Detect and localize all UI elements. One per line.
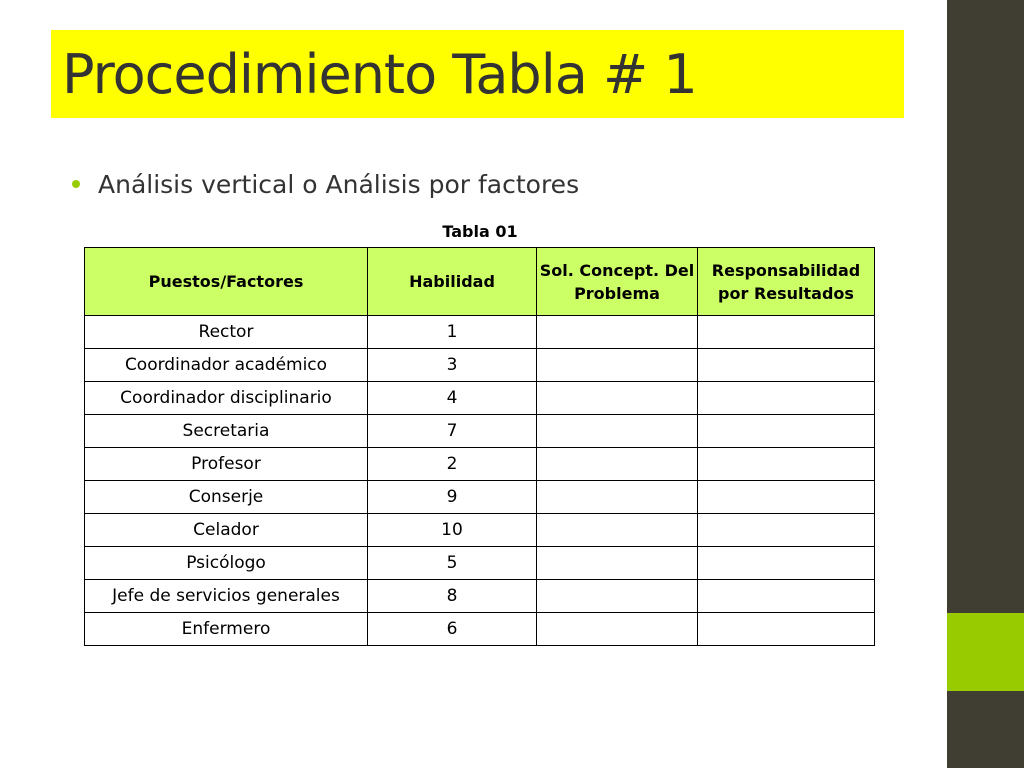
cell-puesto: Conserje (85, 481, 368, 514)
cell-responsabilidad (698, 514, 875, 547)
cell-habilidad: 3 (368, 349, 537, 382)
cell-habilidad: 4 (368, 382, 537, 415)
cell-responsabilidad (698, 382, 875, 415)
cell-puesto: Coordinador disciplinario (85, 382, 368, 415)
cell-habilidad: 1 (368, 316, 537, 349)
table-caption: Tabla 01 (442, 222, 518, 241)
table-row (85, 613, 875, 646)
cell-sol-concept (537, 448, 698, 481)
cell-responsabilidad (698, 580, 875, 613)
cell-responsabilidad (698, 349, 875, 382)
cell-habilidad: 7 (368, 415, 537, 448)
cell-puesto: Enfermero (85, 613, 368, 646)
table-row (85, 448, 875, 481)
table-row (85, 514, 875, 547)
cell-responsabilidad (698, 448, 875, 481)
table-header-row (85, 248, 875, 316)
bullet-text: Análisis vertical o Análisis por factores (98, 169, 580, 199)
cell-puesto: Profesor (85, 448, 368, 481)
cell-responsabilidad (698, 316, 875, 349)
slide-title: Procedimiento Tabla # 1 (62, 43, 697, 106)
cell-responsabilidad (698, 547, 875, 580)
cell-sol-concept (537, 547, 698, 580)
factors-table (84, 247, 875, 646)
cell-habilidad: 2 (368, 448, 537, 481)
table-row (85, 349, 875, 382)
cell-habilidad: 5 (368, 547, 537, 580)
cell-puesto: Coordinador académico (85, 349, 368, 382)
header-puestos: Puestos/Factores (85, 248, 368, 316)
table-row (85, 580, 875, 613)
cell-puesto: Jefe de servicios generales (85, 580, 368, 613)
cell-sol-concept (537, 580, 698, 613)
table-row (85, 547, 875, 580)
cell-sol-concept (537, 349, 698, 382)
cell-sol-concept (537, 415, 698, 448)
cell-habilidad: 9 (368, 481, 537, 514)
cell-sol-concept (537, 514, 698, 547)
cell-sol-concept (537, 481, 698, 514)
table-row (85, 316, 875, 349)
cell-responsabilidad (698, 415, 875, 448)
cell-puesto: Celador (85, 514, 368, 547)
header-sol-concept: Sol. Concept. Del Problema (537, 248, 698, 316)
cell-puesto: Secretaria (85, 415, 368, 448)
header-responsabilidad: Responsabilidad por Resultados (698, 248, 875, 316)
table-row (85, 382, 875, 415)
cell-responsabilidad (698, 481, 875, 514)
bullet-item (72, 166, 579, 202)
cell-puesto: Psicólogo (85, 547, 368, 580)
table-row (85, 481, 875, 514)
cell-sol-concept (537, 613, 698, 646)
cell-habilidad: 6 (368, 613, 537, 646)
side-accent-block (947, 613, 1024, 691)
cell-puesto: Rector (85, 316, 368, 349)
cell-habilidad: 8 (368, 580, 537, 613)
table-row (85, 415, 875, 448)
header-habilidad: Habilidad (368, 248, 537, 316)
cell-sol-concept (537, 316, 698, 349)
bullet-dot-icon (72, 180, 80, 188)
cell-habilidad: 10 (368, 514, 537, 547)
cell-sol-concept (537, 382, 698, 415)
cell-responsabilidad (698, 613, 875, 646)
